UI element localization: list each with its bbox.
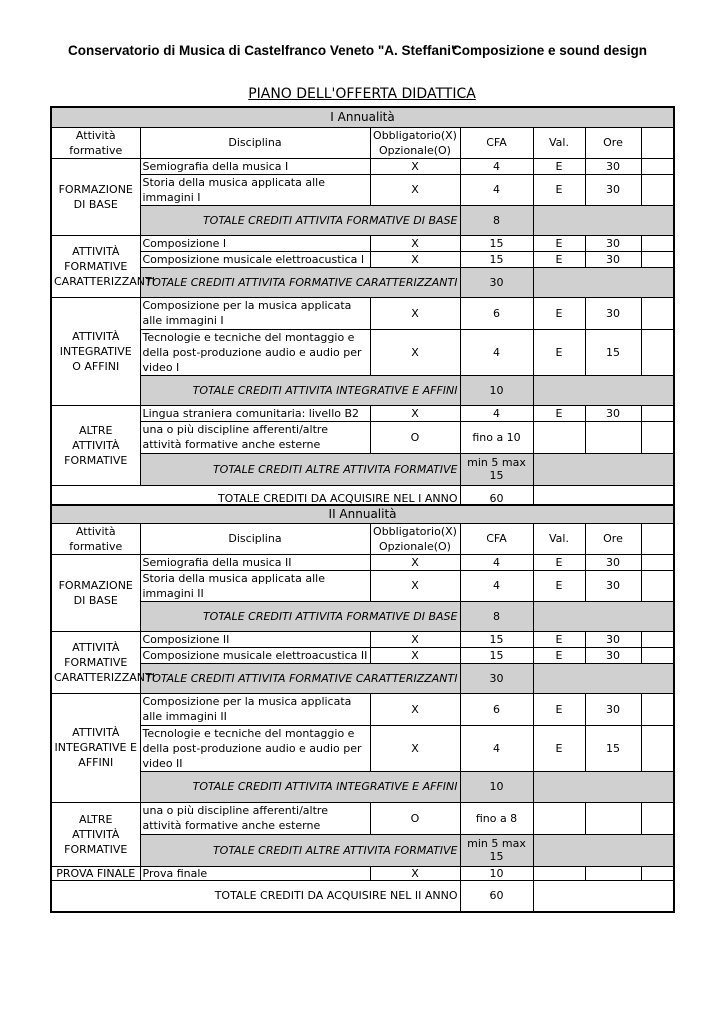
grand-total-label: TOTALE CREDITI DA ACQUISIRE NEL II ANNO: [51, 880, 460, 912]
ore-cell: 30: [585, 647, 641, 663]
year-2-label: II Annualità: [51, 505, 674, 523]
disciplina-cell: Storia della musica applicata alle immagini I: [140, 174, 370, 205]
group-total-value: min 5 max 15: [460, 453, 533, 485]
cfa-cell: fino a 10: [460, 421, 533, 453]
category-cell: ATTIVITÀ FORMATIVE CARATTERIZZANTI: [51, 631, 140, 693]
obl-cell: X: [370, 235, 460, 251]
obl-cell: X: [370, 866, 460, 880]
group-total-value: min 5 max 15: [460, 834, 533, 866]
page-header: [0, 40, 724, 64]
ore-cell: 15: [585, 725, 641, 771]
ore-cell: 30: [585, 251, 641, 267]
obl-cell: X: [370, 725, 460, 771]
val-cell: E: [533, 647, 585, 663]
disciplina-cell: Lingua straniera comunitaria: livello B2: [140, 405, 370, 421]
col-cfa: CFA: [460, 127, 533, 158]
col-val: Val.: [533, 127, 585, 158]
cfa-cell: 10: [460, 866, 533, 880]
disciplina-cell: Composizione musicale elettroacustica I: [140, 251, 370, 267]
obl-cell: X: [370, 554, 460, 570]
ore-cell: 15: [585, 329, 641, 375]
disciplina-cell: Tecnologie e tecniche del montaggio e della post-produzione audio e audio per video II: [140, 725, 370, 771]
disciplina-cell: Composizione per la musica applicata alle immagini II: [140, 693, 370, 725]
cfa-cell: 4: [460, 158, 533, 174]
group-total-label: TOTALE CREDITI ALTRE ATTIVITA FORMATIVE: [140, 453, 460, 485]
obl-cell: X: [370, 251, 460, 267]
obl-cell: O: [370, 802, 460, 834]
year-1-table: [50, 106, 675, 514]
col-obbligatorio: Obbligatorio(X) Opzionale(O): [370, 127, 460, 158]
col-ore: Ore: [585, 523, 641, 554]
cfa-cell: 15: [460, 631, 533, 647]
disciplina-cell: una o più discipline afferenti/altre attività formative anche esterne: [140, 421, 370, 453]
ore-cell: [585, 802, 641, 834]
val-cell: E: [533, 570, 585, 601]
val-cell: [533, 421, 585, 453]
group-total-label: TOTALE CREDITI ATTIVITA FORMATIVE DI BASE: [140, 601, 460, 631]
year-1-label: I Annualità: [51, 107, 674, 127]
obl-cell: X: [370, 570, 460, 601]
category-cell: ATTIVITÀ INTEGRATIVE E AFFINI: [51, 693, 140, 802]
category-cell: ATTIVITÀ INTEGRATIVE O AFFINI: [51, 297, 140, 405]
disciplina-cell: Composizione II: [140, 631, 370, 647]
col-disciplina: Disciplina: [140, 523, 370, 554]
category-cell: PROVA FINALE: [51, 866, 140, 880]
cfa-cell: 4: [460, 725, 533, 771]
cfa-cell: 15: [460, 235, 533, 251]
obl-cell: X: [370, 631, 460, 647]
disciplina-cell: Composizione I: [140, 235, 370, 251]
val-cell: E: [533, 405, 585, 421]
disciplina-cell: una o più discipline afferenti/altre attività formative anche esterne: [140, 802, 370, 834]
obl-cell: O: [370, 421, 460, 453]
ore-cell: 30: [585, 297, 641, 329]
col-attivita: Attività formative: [51, 127, 140, 158]
val-cell: E: [533, 631, 585, 647]
col-ore: Ore: [585, 127, 641, 158]
category-cell: ATTIVITÀ FORMATIVE CARATTERIZZANTI: [51, 235, 140, 297]
obl-cell: X: [370, 297, 460, 329]
cfa-cell: 6: [460, 693, 533, 725]
course-name: Composizione e sound design: [452, 43, 648, 58]
val-cell: E: [533, 158, 585, 174]
col-disciplina: Disciplina: [140, 127, 370, 158]
val-cell: E: [533, 693, 585, 725]
cfa-cell: 4: [460, 570, 533, 601]
col-obbligatorio: Obbligatorio(X) Opzionale(O): [370, 523, 460, 554]
ore-cell: 30: [585, 693, 641, 725]
obl-cell: X: [370, 329, 460, 375]
ore-cell: 30: [585, 174, 641, 205]
col-val: Val.: [533, 523, 585, 554]
val-cell: E: [533, 725, 585, 771]
disciplina-cell: Semiografia della musica I: [140, 158, 370, 174]
category-cell: FORMAZIONE DI BASE: [51, 158, 140, 235]
cfa-cell: 4: [460, 405, 533, 421]
obl-cell: X: [370, 158, 460, 174]
ore-cell: [585, 421, 641, 453]
ore-cell: 30: [585, 158, 641, 174]
obl-cell: X: [370, 693, 460, 725]
ore-cell: 30: [585, 405, 641, 421]
ore-cell: 30: [585, 570, 641, 601]
val-cell: [533, 866, 585, 880]
group-total-label: TOTALE CREDITI ATTIVITA FORMATIVE CARATTERIZZANTI: [140, 267, 460, 297]
disciplina-cell: Prova finale: [140, 866, 370, 880]
document-title: PIANO DELL'OFFERTA DIDATTICA: [248, 86, 476, 102]
cfa-cell: 15: [460, 647, 533, 663]
category-cell: ALTRE ATTIVITÀ FORMATIVE: [51, 802, 140, 866]
val-cell: E: [533, 235, 585, 251]
val-cell: E: [533, 329, 585, 375]
ore-cell: [585, 866, 641, 880]
ore-cell: 30: [585, 554, 641, 570]
group-total-label: TOTALE CREDITI ALTRE ATTIVITA FORMATIVE: [140, 834, 460, 866]
disciplina-cell: Composizione per la musica applicata alle immagini I: [140, 297, 370, 329]
ore-cell: 30: [585, 631, 641, 647]
group-total-value: 30: [460, 267, 533, 297]
group-total-value: 10: [460, 771, 533, 802]
cfa-cell: 4: [460, 329, 533, 375]
disciplina-cell: Tecnologie e tecniche del montaggio e della post-produzione audio e audio per video I: [140, 329, 370, 375]
cfa-cell: 6: [460, 297, 533, 329]
group-total-value: 8: [460, 205, 533, 235]
disciplina-cell: Semiografia della musica II: [140, 554, 370, 570]
val-cell: E: [533, 174, 585, 205]
cfa-cell: 15: [460, 251, 533, 267]
val-cell: E: [533, 297, 585, 329]
cfa-cell: 4: [460, 554, 533, 570]
grand-total-label: TOTALE CREDITI DA ACQUISIRE NEL I ANNO: [51, 485, 460, 513]
obl-cell: X: [370, 405, 460, 421]
category-cell: ALTRE ATTIVITÀ FORMATIVE: [51, 405, 140, 485]
obl-cell: X: [370, 174, 460, 205]
disciplina-cell: Composizione musicale elettroacustica II: [140, 647, 370, 663]
val-cell: E: [533, 251, 585, 267]
ore-cell: 30: [585, 235, 641, 251]
group-total-value: 30: [460, 663, 533, 693]
group-total-label: TOTALE CREDITI ATTIVITA FORMATIVE CARATTERIZZANTI: [140, 663, 460, 693]
group-total-value: 8: [460, 601, 533, 631]
category-cell: FORMAZIONE DI BASE: [51, 554, 140, 631]
group-total-label: TOTALE CREDITI ATTIVITA INTEGRATIVE E AFFINI: [140, 375, 460, 405]
grand-total-value: 60: [460, 485, 533, 513]
val-cell: E: [533, 554, 585, 570]
group-total-label: TOTALE CREDITI ATTIVITA INTEGRATIVE E AFFINI: [140, 771, 460, 802]
year-2-table: [50, 504, 675, 913]
val-cell: [533, 802, 585, 834]
obl-cell: X: [370, 647, 460, 663]
group-total-value: 10: [460, 375, 533, 405]
institution-name: Conservatorio di Musica di Castelfranco Veneto "A. Steffani": [68, 43, 458, 58]
group-total-label: TOTALE CREDITI ATTIVITA FORMATIVE DI BASE: [140, 205, 460, 235]
disciplina-cell: Storia della musica applicata alle immagini II: [140, 570, 370, 601]
cfa-cell: fino a 8: [460, 802, 533, 834]
grand-total-value: 60: [460, 880, 533, 912]
col-attivita: Attività formative: [51, 523, 140, 554]
col-cfa: CFA: [460, 523, 533, 554]
cfa-cell: 4: [460, 174, 533, 205]
